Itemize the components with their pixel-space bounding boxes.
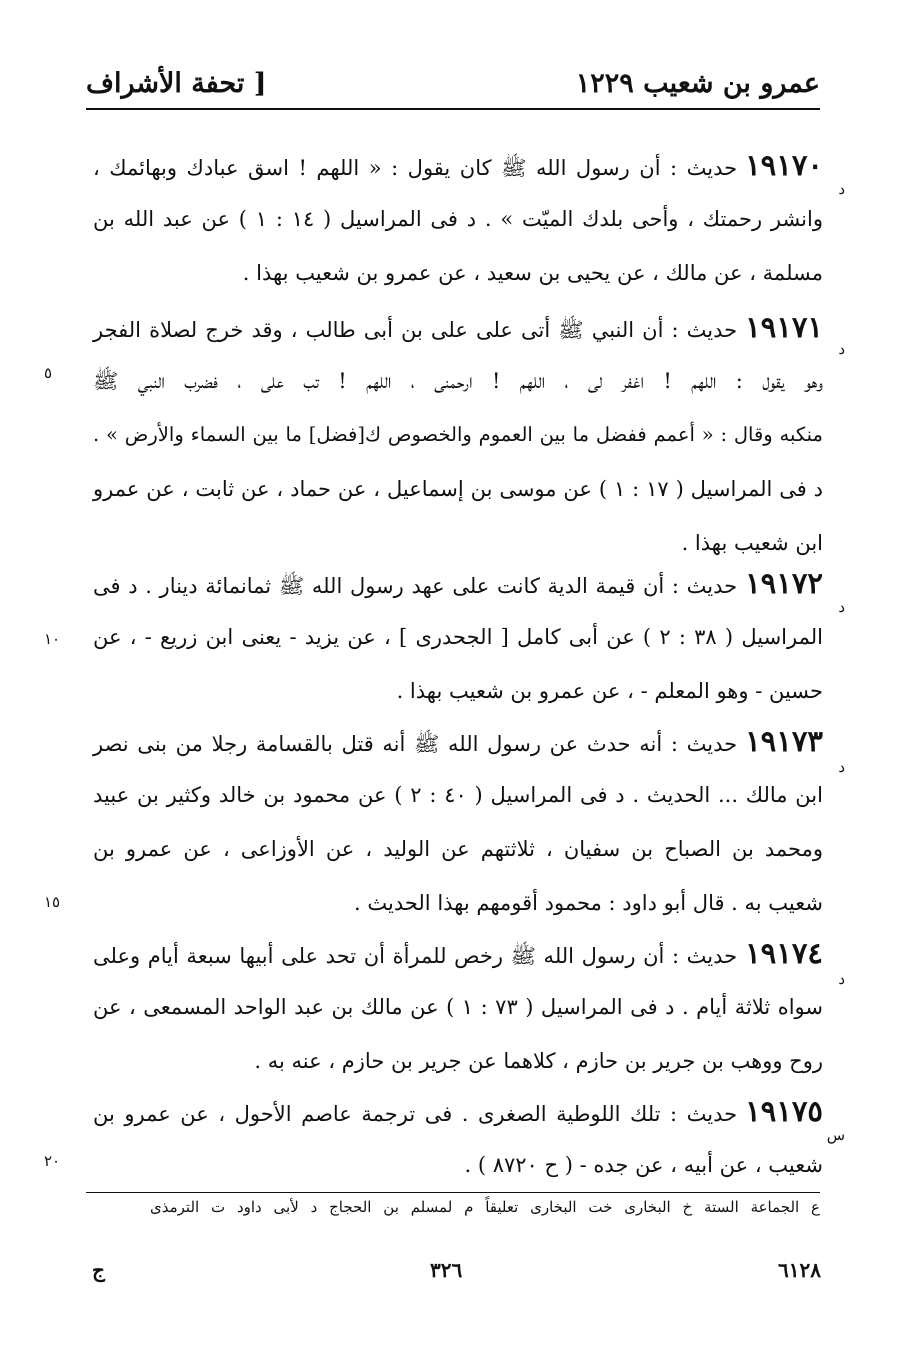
hadith-entry-19170: [93, 138, 845, 300]
source-siglum: س: [826, 1126, 845, 1144]
source-siglum: د: [838, 970, 845, 988]
source-siglum: د: [838, 598, 845, 616]
entry-text: حديث : أن النبي ﷺ أتى على على بن أبى طالب ، وقد خرج لصلاة الفجر: [93, 318, 738, 342]
entry-number: ١٩١٧٣: [745, 724, 823, 758]
entry-line: وهو يقول : اللهم ! اغفر لى ، اللهم ! ارحمنى ، اللهم ! تب على ، فضرب النبي ﷺ: [93, 369, 823, 393]
entry-line: ابن مالك ... الحديث . د فى المراسيل ( ٤٠ : ٢ ) عن محمود بن خالد وكثير بن عبيد: [93, 783, 823, 807]
entry-text: حديث : أن رسول الله ﷺ رخص للمرأة أن تحد على أبيها سبعة أيام وعلى: [93, 944, 738, 968]
hadith-entry-19175: [93, 1084, 845, 1192]
entry-line: [93, 138, 823, 192]
entry-line: [93, 300, 823, 354]
header-book-title: [ تحفة الأشراف: [86, 68, 267, 99]
entry-line: [93, 1084, 823, 1138]
entry-line: سواه ثلاثة أيام . د فى المراسيل ( ٧٣ : ١ ) عن مالك بن عبد الواحد المسمعى ، عن: [93, 995, 823, 1019]
page-number: ٣٢٦: [430, 1258, 463, 1282]
entry-line: روح ووهب بن جرير بن حازم ، كلاهما عن جرير بن حازم ، عنه به .: [254, 1049, 823, 1073]
entry-number: ١٩١٧٠: [745, 148, 823, 182]
running-header: [86, 64, 820, 108]
entry-text: حديث : أن رسول الله ﷺ كان يقول : « اللهم ! اسق عبادك وبهائمك ،: [93, 156, 738, 180]
entry-line: المراسيل ( ٣٨ : ٢ ) عن أبى كامل [ الجحدرى ] ، عن يزيد - يعنى ابن زريع - ، عن: [93, 625, 823, 649]
header-entry-range: عمرو بن شعيب ١٢٢٩: [575, 68, 820, 99]
source-siglum: د: [838, 340, 845, 358]
signature-mark: ج: [92, 1258, 105, 1282]
entry-text: حديث : أن قيمة الدية كانت على عهد رسول الله ﷺ ثمانمائة دينار . د فى: [93, 574, 738, 598]
margin-line-number: ١٥: [44, 893, 61, 911]
margin-line-number: ٥: [44, 364, 53, 382]
entry-line: حسين - وهو المعلم - ، عن عمرو بن شعيب بهذا .: [396, 679, 823, 703]
entry-text: حديث : تلك اللوطية الصغرى . فى ترجمة عاصم الأحول ، عن عمرو بن: [93, 1102, 738, 1126]
margin-line-number: ١٠: [44, 630, 61, 648]
volume-page-number: ٦١٢٨: [778, 1258, 821, 1282]
entry-line: [93, 926, 823, 980]
entry-line: شعيب به . قال أبو داود : محمود أقومهم بهذا الحديث .: [354, 891, 823, 915]
entry-line: وانشر رحمتك ، وأحى بلدك الميّت » . د فى المراسيل ( ١٤ : ١ ) عن عبد الله بن: [93, 207, 824, 231]
margin-line-number: ٢٠: [44, 1152, 61, 1170]
entry-number: ١٩١٧٥: [745, 1094, 823, 1128]
hadith-entry-19174: [93, 926, 845, 1088]
hadith-entry-19171: [93, 300, 845, 570]
abbreviations-key: ع الجماعة الستة خ البخارى خت البخارى تعليقاً م لمسلم بن الحجاج د لأبى داود ت الترمذى: [150, 1198, 820, 1216]
entry-line: منكبه وقال : « أعمم ففضل ما بين العموم والخصوص ك[فضل] ما بين السماء والأرض » .: [93, 423, 823, 446]
entry-text: حديث : أنه حدث عن رسول الله ﷺ أنه قتل بالقسامة رجلا من بنى نصر: [93, 732, 738, 756]
footnote-rule: [86, 1192, 820, 1193]
hadith-entry-19172: [93, 556, 845, 718]
entry-line: [93, 714, 823, 768]
entry-number: ١٩١٧٢: [745, 566, 823, 600]
entry-line: شعيب ، عن أبيه ، عن جده - ( ح ٨٧٢٠ ) .: [464, 1153, 823, 1177]
header-rule: [86, 108, 820, 110]
entry-number: ١٩١٧١: [745, 310, 823, 344]
hadith-entry-19173: [93, 714, 845, 930]
entry-line: ومحمد بن الصباح بن سفيان ، ثلاثتهم عن الوليد ، عن الأوزاعى ، عن عمرو بن: [93, 837, 823, 861]
entry-number: ١٩١٧٤: [745, 936, 823, 970]
entry-line: د فى المراسيل ( ١٧ : ١ ) عن موسى بن إسماعيل ، عن حماد ، عن ثابت ، عن عمرو: [93, 477, 824, 501]
entry-line: ابن شعيب بهذا .: [681, 531, 823, 555]
source-siglum: د: [838, 180, 845, 198]
source-siglum: د: [838, 758, 845, 776]
entry-line: مسلمة ، عن مالك ، عن يحيى بن سعيد ، عن عمرو بن شعيب بهذا .: [242, 261, 823, 285]
entry-line: [93, 556, 823, 610]
